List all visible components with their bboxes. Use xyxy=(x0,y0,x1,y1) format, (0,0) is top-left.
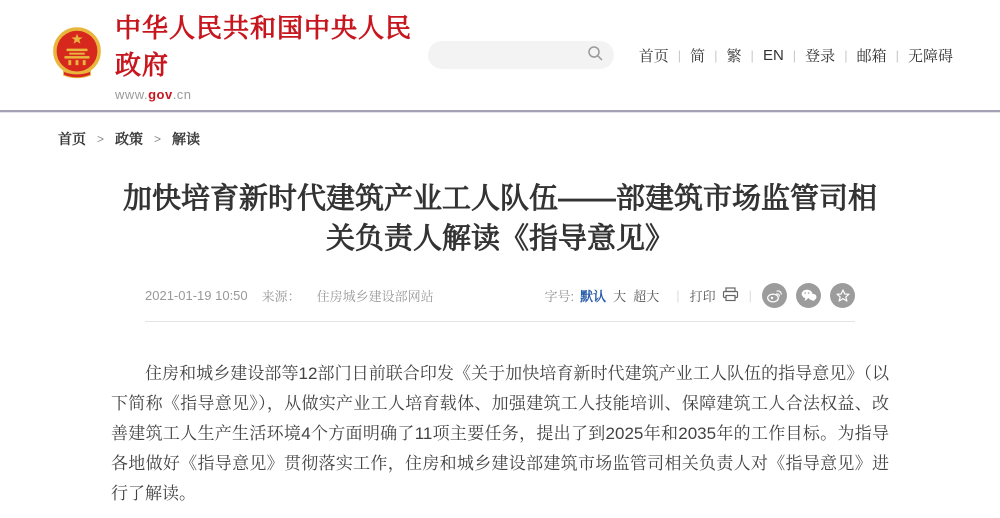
nav-english[interactable]: EN xyxy=(762,46,784,64)
source-name: 住房城乡建设部网站 xyxy=(316,289,434,304)
top-nav xyxy=(630,45,962,66)
article-toolbar xyxy=(545,283,855,308)
search-input[interactable] xyxy=(442,47,587,64)
breadcrumb xyxy=(0,112,1000,149)
url-suffix: .cn xyxy=(172,87,192,102)
nav-login[interactable]: 登录 xyxy=(805,47,836,65)
nav-separator: | xyxy=(714,47,718,63)
font-size-xlarge-button[interactable]: 超大 xyxy=(633,289,660,304)
share-group xyxy=(762,283,855,308)
publish-datetime: 2021-01-19 10:50 xyxy=(145,288,248,303)
article xyxy=(95,179,905,509)
print-button[interactable] xyxy=(690,286,739,305)
print-label: 打印 xyxy=(689,289,716,304)
nav-separator: | xyxy=(844,47,848,63)
printer-icon xyxy=(722,287,739,305)
search-box[interactable] xyxy=(428,41,614,69)
wechat-share-icon[interactable] xyxy=(796,283,821,308)
favorite-star-icon[interactable] xyxy=(830,283,855,308)
nav-mail[interactable]: 邮箱 xyxy=(856,47,887,65)
breadcrumb-home[interactable]: 首页 xyxy=(58,131,86,147)
breadcrumb-policy[interactable]: 政策 xyxy=(115,131,144,147)
toolbar-separator: | xyxy=(748,288,752,303)
nav-separator: | xyxy=(677,47,682,63)
nav-accessibility[interactable]: 无障碍 xyxy=(907,47,953,65)
site-header xyxy=(0,0,1000,110)
nav-home[interactable]: 首页 xyxy=(638,47,669,65)
font-size-default-button[interactable]: 默认 xyxy=(580,289,607,304)
weibo-share-icon[interactable] xyxy=(762,283,787,308)
font-size-large-button[interactable]: 大 xyxy=(613,289,627,304)
toolbar-separator: | xyxy=(676,288,680,303)
site-brand[interactable] xyxy=(52,8,428,102)
chevron-right-icon: > xyxy=(154,132,162,146)
site-title: 中华人民共和国中央人民政府 xyxy=(115,13,413,80)
breadcrumb-interpretation[interactable]: 解读 xyxy=(172,131,201,147)
font-size-label: 字号: xyxy=(544,289,575,304)
article-body-paragraph: 住房和城乡建设部等12部门日前联合印发《关于加快培育新时代建筑产业工人队伍的指导意见》（以下简称《指导意见》），从做实产业工人培育载体、加强建筑工人技能培训、保障建筑工人合法权益、改善建筑工人生产生活环境4个方面明确了11项主要任务，提出了到2025年和2035年的工作目标。为指导各地做好《指导意见》贯彻落实工作，住房和城乡建设部建筑市场监管司相关负责人对《指导意见》进行了解读。 xyxy=(111,364,889,503)
chevron-right-icon: > xyxy=(97,132,105,146)
source-label: 来源： xyxy=(261,289,301,304)
meta-divider xyxy=(145,321,855,322)
url-prefix: www. xyxy=(115,87,149,102)
url-gov: gov xyxy=(148,87,173,102)
site-url xyxy=(115,87,428,102)
article-title: 加快培育新时代建筑产业工人队伍——部建筑市场监管司相关负责人解读《指导意见》 xyxy=(123,183,878,255)
nav-separator: | xyxy=(750,47,754,63)
nav-separator: | xyxy=(792,47,797,63)
national-emblem-icon xyxy=(52,25,102,86)
nav-separator: | xyxy=(895,47,899,63)
nav-traditional[interactable]: 繁 xyxy=(726,47,742,65)
article-meta-row xyxy=(145,283,855,308)
nav-simplified[interactable]: 简 xyxy=(690,47,706,65)
search-icon[interactable] xyxy=(587,45,603,66)
